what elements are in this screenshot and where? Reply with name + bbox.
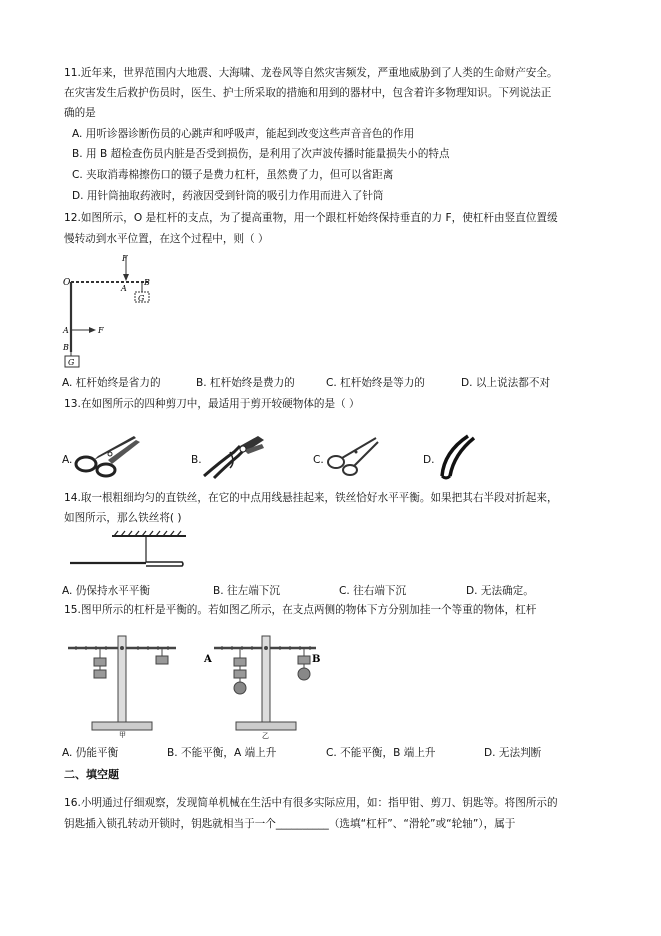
q13-option-a-label: A. <box>62 454 73 466</box>
q11-line3: 确的是 <box>64 107 96 119</box>
q15-label-a: A <box>204 654 212 665</box>
q13-scissors-a-image <box>74 432 144 480</box>
q12-label-a-low: A <box>63 326 69 335</box>
q11-line1: 11.近年来，世界范围内大地震、大海啸、龙卷风等自然灾害频发，严重地威胁到了人类的生命财产安全。 <box>64 67 558 79</box>
q11-option-b: B. 用 B 超检查伤员内脏是否受到损伤，是利用了次声波传播时能量损失小的特点 <box>72 148 450 160</box>
q14-option-d: D. 无法确定。 <box>466 585 534 597</box>
section-heading: 二、填空题 <box>64 768 119 781</box>
q15-option-c: C. 不能平衡，B 端上升 <box>326 747 436 759</box>
q12-option-b: B. 杠杆始终是费力的 <box>196 377 295 389</box>
q12-label-g-right: G <box>138 294 145 303</box>
q14-option-b: B. 往左端下沉 <box>213 585 280 597</box>
q14-option-a: A. 仍保持水平平衡 <box>62 585 150 597</box>
q15-option-a: A. 仍能平衡 <box>62 747 119 759</box>
q11-option-a: A. 用听诊器诊断伤员的心跳声和呼吸声，能起到改变这些声音音色的作用 <box>72 128 415 140</box>
q12-label-g-low: G <box>68 358 75 367</box>
q14-line2: 如图所示，那么铁丝将( ) <box>64 512 182 524</box>
q16-line1: 16.小明通过仔细观察，发现简单机械在生活中有很多实际应用，如：指甲钳、剪刀、钥匙等。将图所示的 <box>64 797 558 809</box>
q12-label-o: O <box>63 278 71 288</box>
q15-lever-figure-jia <box>62 630 187 738</box>
q15-option-d: D. 无法判断 <box>484 747 542 759</box>
q12-option-a: A. 杠杆始终是省力的 <box>62 377 161 389</box>
q15-caption-yi: 乙 <box>262 732 269 740</box>
q14-wire-folded-right <box>146 562 183 566</box>
q11-option-c: C. 夹取消毒棉擦伤口的镊子是费力杠杆，虽然费了力，但可以省距离 <box>72 169 394 181</box>
q16-line2: 钥匙插入锁孔转动开锁时，钥匙就相当于一个__________（选填“杠杆”、“滑轮”或“轮轴”），属于 <box>64 818 516 830</box>
q14-option-c: C. 往右端下沉 <box>339 585 407 597</box>
q12-label-b-low: B <box>63 343 69 352</box>
q11-option-d: D. 用针筒抽取药液时，药液因受到针筒的吸引力作用而进入了针筒 <box>72 190 384 202</box>
q13-scissors-c-image <box>324 432 384 480</box>
q13-option-c-label: C. <box>313 454 324 466</box>
q15-line1: 15.图甲所示的杠杆是平衡的。若如图乙所示，在支点两侧的物体下方分别加挂一个等重的物体，杠杆 <box>64 604 537 616</box>
q15-caption-jia: 甲 <box>119 731 126 738</box>
q13-shears-b-image <box>200 432 270 480</box>
q13-line1: 13.在如图所示的四种剪刀中，最适用于剪开较硬物体的是（ ） <box>64 398 360 410</box>
q14-line1: 14.取一根粗细均匀的直铁丝，在它的中点用线悬挂起来，铁丝恰好水平平衡。如果把其右半段对折起来， <box>64 492 558 504</box>
q12-line2: 慢转动到水平位置，在这个过程中，则（ ） <box>64 233 269 245</box>
q13-option-b-label: B. <box>191 454 202 466</box>
q14-iron-wire-figure <box>64 530 224 578</box>
q13-thread-snips-d-image <box>434 432 484 480</box>
q12-option-c: C. 杠杆始终是等力的 <box>326 377 425 389</box>
q15-label-b: B <box>312 654 321 665</box>
q12-label-f-top: F <box>122 254 128 263</box>
q15-lever-figure-yi <box>200 630 330 740</box>
q12-option-d: D. 以上说法都不对 <box>461 377 551 389</box>
q15-option-b: B. 不能平衡，A 端上升 <box>167 747 277 759</box>
q12-label-a-mid: A <box>121 284 127 293</box>
q12-label-b-right: B <box>144 278 150 287</box>
q11-line2: 在灾害发生后救护伤员时，医生、护士所采取的措施和用到的器材中，包含着许多物理知识。下列说法正 <box>64 87 552 99</box>
q12-lever-figure <box>60 252 160 370</box>
q12-label-f-low: F <box>98 326 104 335</box>
q12-line1: 12.如图所示，O 是杠杆的支点，为了提高重物，用一个跟杠杆始终保持垂直的力 F，使杠杆由竖直位置缓 <box>64 212 558 224</box>
q13-option-d-label: D. <box>423 454 435 466</box>
